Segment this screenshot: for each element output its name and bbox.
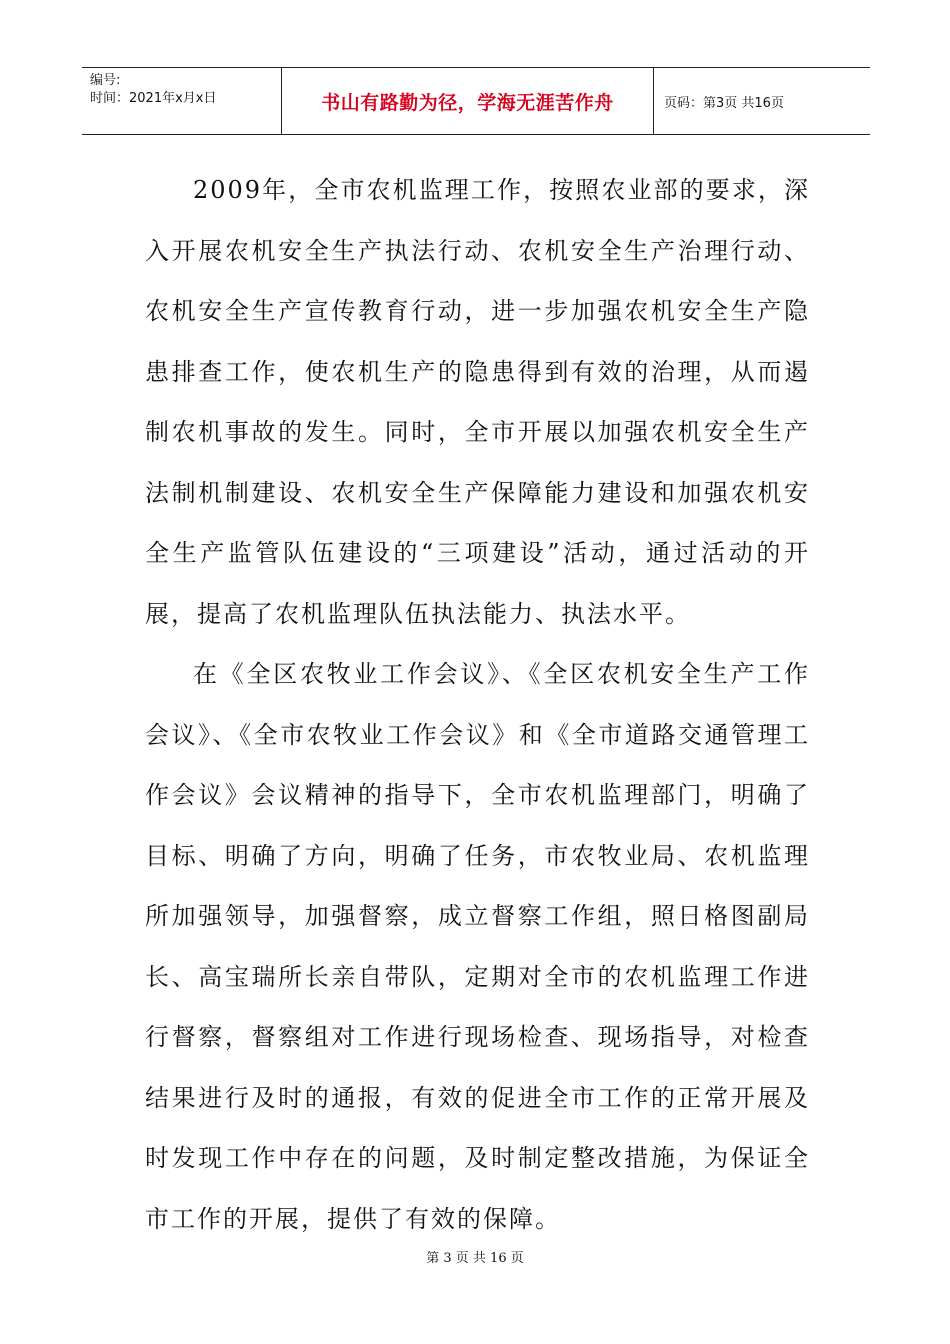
document-time-label: 时间：2021年x月x日: [90, 91, 217, 106]
header-motto-cell: [282, 68, 654, 134]
document-header: [82, 67, 870, 135]
page-footer: 第 3 页 共 16 页: [426, 1251, 524, 1266]
header-motto: 书山有路勤为径，学海无涯苦作舟: [321, 91, 614, 114]
body-paragraph: 在《全区农牧业工作会议》、《全区农机安全生产工作会议》、《全市农牧业工作会议》和《全市道路交通管理工作会议》会议精神的指导下，全市农机监理部门，明确了目标、明确了方向，明确了任务，市农牧业局、农机监理所加强领导，加强督察，成立督察工作组，照日格图副局长、高宝瑞所长亲自带队，定期对全市的农机监理工作进行督察，督察组对工作进行现场检查、现场指导，对检查结果进行及时的通报，有效的促进全市工作的正常开展及时发现工作中存在的问题，及时制定整改措施，为保证全市工作的开展，提供了有效的保障。: [145, 660, 810, 1233]
header-page-cell: [654, 68, 870, 134]
header-meta-cell: [82, 68, 282, 134]
document-body: [145, 160, 810, 1249]
document-number-label: 编号:: [90, 73, 121, 88]
header-page-label: 页码：第3页 共16页: [664, 95, 784, 111]
body-paragraph: 2009年，全市农机监理工作，按照农业部的要求，深入开展农机安全生产执法行动、农机安全生产治理行动、农机安全生产宣传教育行动，进一步加强农机安全生产隐患排查工作，使农机生产的隐患得到有效的治理，从而遏制农机事故的发生。同时，全市开展以加强农机安全生产法制机制建设、农机安全生产保障能力建设和加强农机安全生产监管队伍建设的“三项建设”活动，通过活动的开展，提高了农机监理队伍执法能力、执法水平。: [145, 176, 810, 628]
